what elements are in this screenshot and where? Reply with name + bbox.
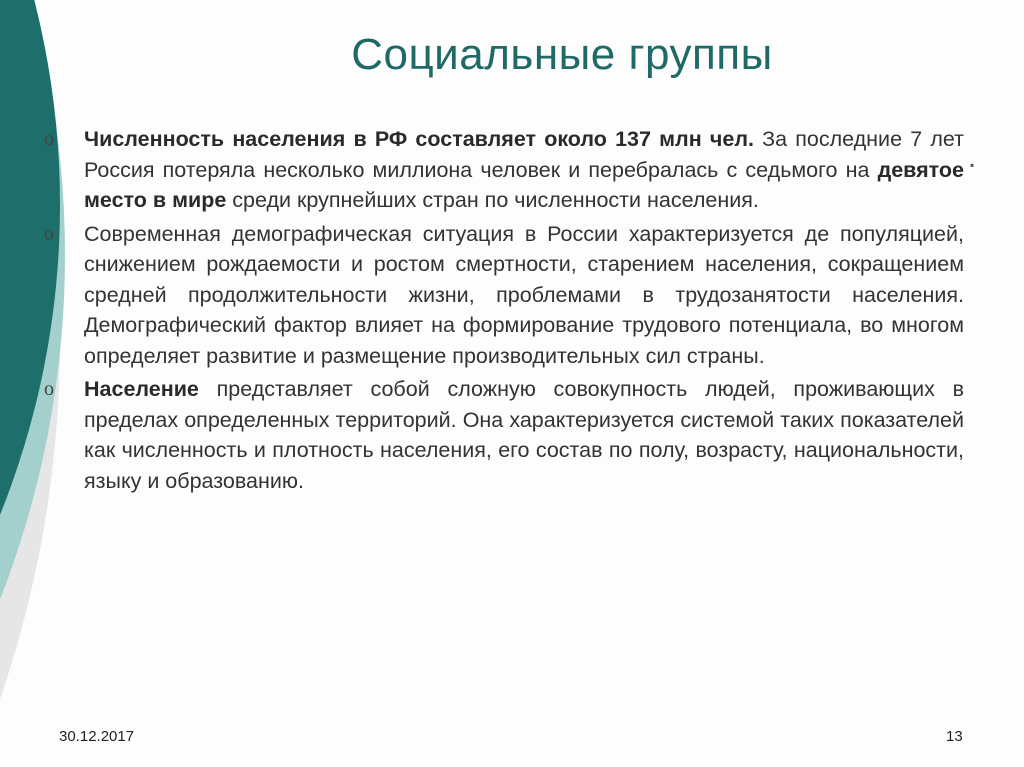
bullet-item-population-definition bbox=[44, 374, 964, 496]
bullet-bold-text: Численность населения в РФ составляет около 137 млн чел. bbox=[84, 127, 754, 151]
bullet-text: представляет собой сложную совокупность людей, проживающих в пределах определенных территорий. Она характеризуется системой таких показателей как численность и плотность населения, его состав по полу, возрасту, национальности, языку и образованию. bbox=[84, 377, 964, 493]
bullet-bold-text: Население bbox=[84, 377, 199, 401]
footer-date: 30.12.2017 bbox=[59, 728, 135, 745]
bullet-marker-icon: o bbox=[44, 222, 54, 245]
bullet-marker-icon: o bbox=[44, 128, 54, 150]
bullet-item-demographic-situation bbox=[44, 219, 964, 372]
slide-title: Социальные группы bbox=[351, 30, 773, 79]
edge-mark: ▪ bbox=[970, 158, 975, 172]
bullet-list bbox=[44, 124, 964, 499]
bullet-text: Современная демографическая ситуация в России характеризуется де популяцией, снижением рождаемости и ростом смертности, старением населения, сокращением средней продолжительности жизни, проблемами в трудозанятости населения. Демографический фактор влияет на формирование трудового потенциала, во многом определяет развитие и размещение производительных сил страны. bbox=[84, 221, 964, 368]
page-number: 13 bbox=[946, 728, 963, 745]
bullet-marker-icon: o bbox=[44, 378, 54, 400]
bullet-item-population-count bbox=[44, 124, 964, 216]
bullet-text: За последние 7 лет Россия потеряла несколько миллиона человек и перебралась с седьмого на bbox=[84, 127, 964, 182]
bullet-text: среди крупнейших стран по численности населения. bbox=[226, 188, 759, 212]
bullet-bold-text: девятое место в мире bbox=[84, 157, 964, 212]
